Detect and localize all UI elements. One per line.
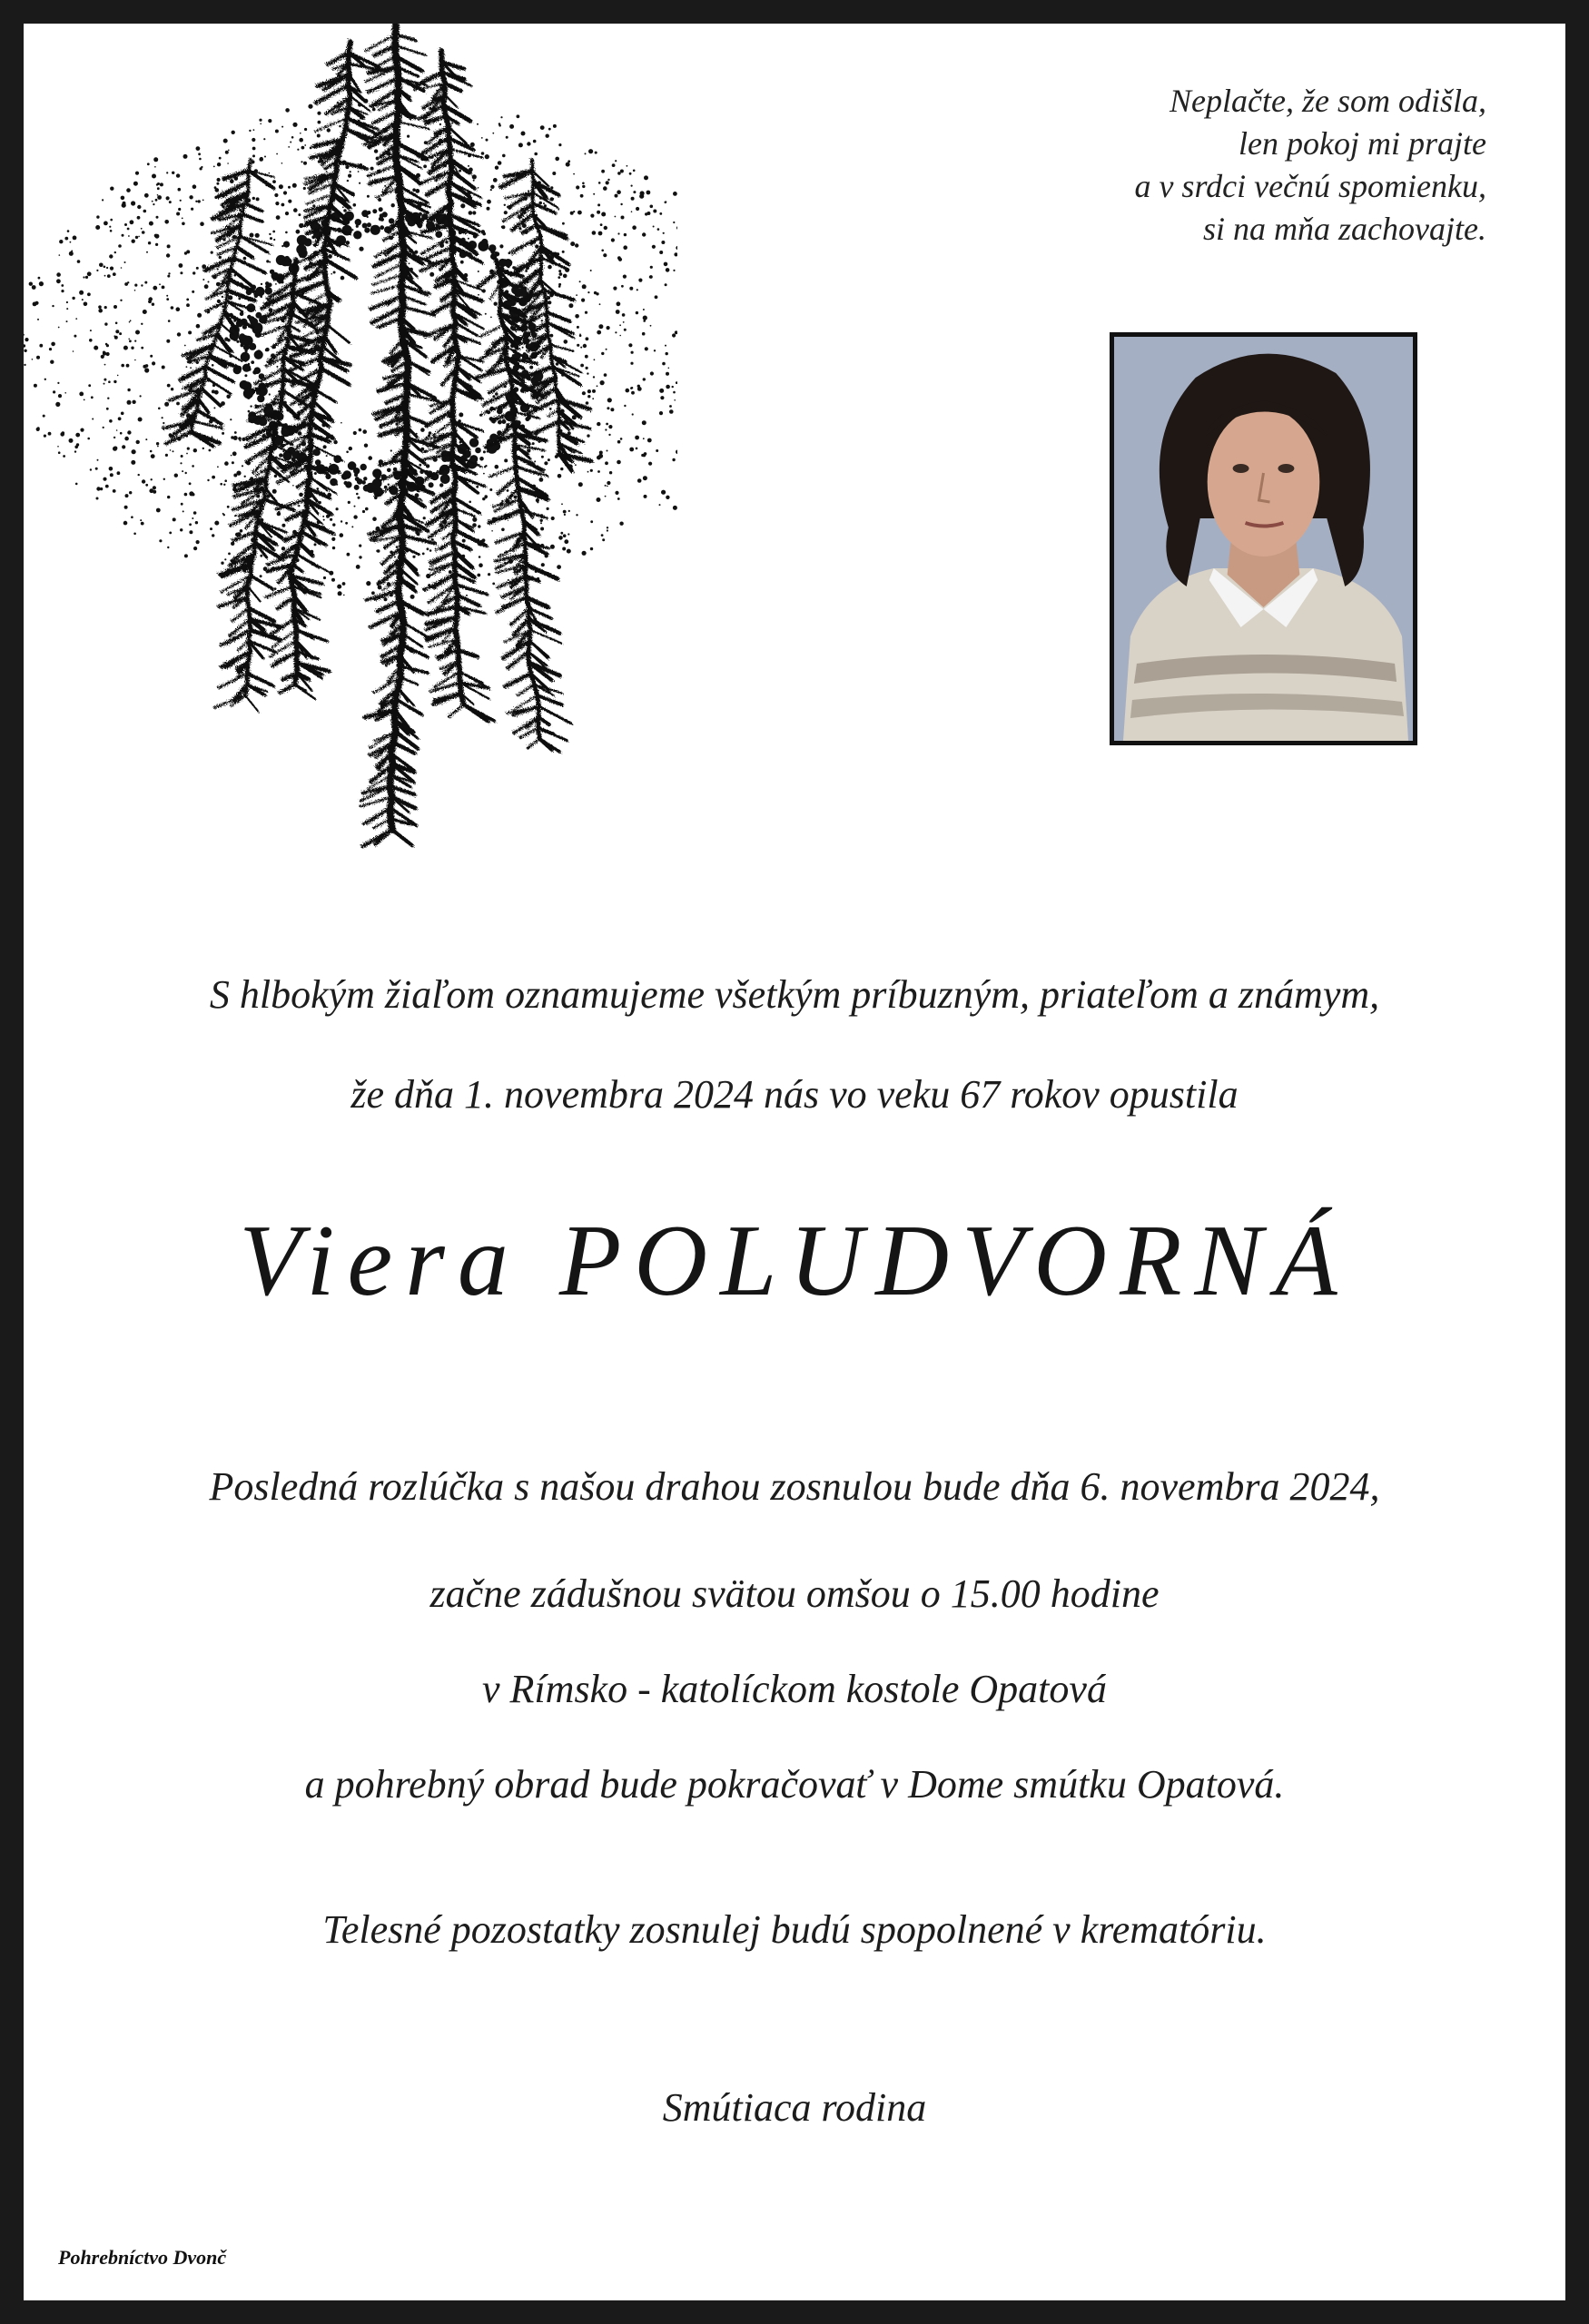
- portrait-photo: [1110, 332, 1417, 745]
- funeral-line: Posledná rozlúčka s našou drahou zosnulou bude dňa 6. novembra 2024,: [209, 1464, 1380, 1509]
- funeral-line: začne zádušnou svätou omšou o 15.00 hodine: [429, 1571, 1160, 1616]
- announcement-line: že dňa 1. novembra 2024 nás vo veku 67 rokov opustila: [350, 1072, 1239, 1117]
- family-signature: Smútiaca rodina: [662, 2085, 927, 2130]
- funeral-line: a pohrebný obrad bude pokračovať v Dome smútku Opatová.: [304, 1762, 1285, 1807]
- memorial-poem: [851, 80, 1486, 251]
- poem-line: Neplačte, že som odišla,: [1170, 83, 1486, 119]
- poem-line: len pokoj mi prajte: [1239, 125, 1486, 162]
- funeral-home-credit: Pohrebníctvo Dvonč: [58, 2246, 227, 2269]
- deceased-name: Viera POLUDVORNÁ: [239, 1205, 1350, 1317]
- announcement-line: S hlbokým žiaľom oznamujeme všetkým príbuzným, priateľom a známym,: [209, 972, 1380, 1017]
- funeral-line: v Rímsko - katolíckom kostole Opatová: [482, 1667, 1107, 1711]
- branch-wreath-icon: [24, 24, 677, 859]
- poem-line: si na mňa zachovajte.: [1203, 211, 1486, 247]
- remains-note: Telesné pozostatky zosnulej budú spopolnené v krematóriu.: [322, 1907, 1267, 1952]
- poem-line: a v srdci večnú spomienku,: [1134, 168, 1486, 204]
